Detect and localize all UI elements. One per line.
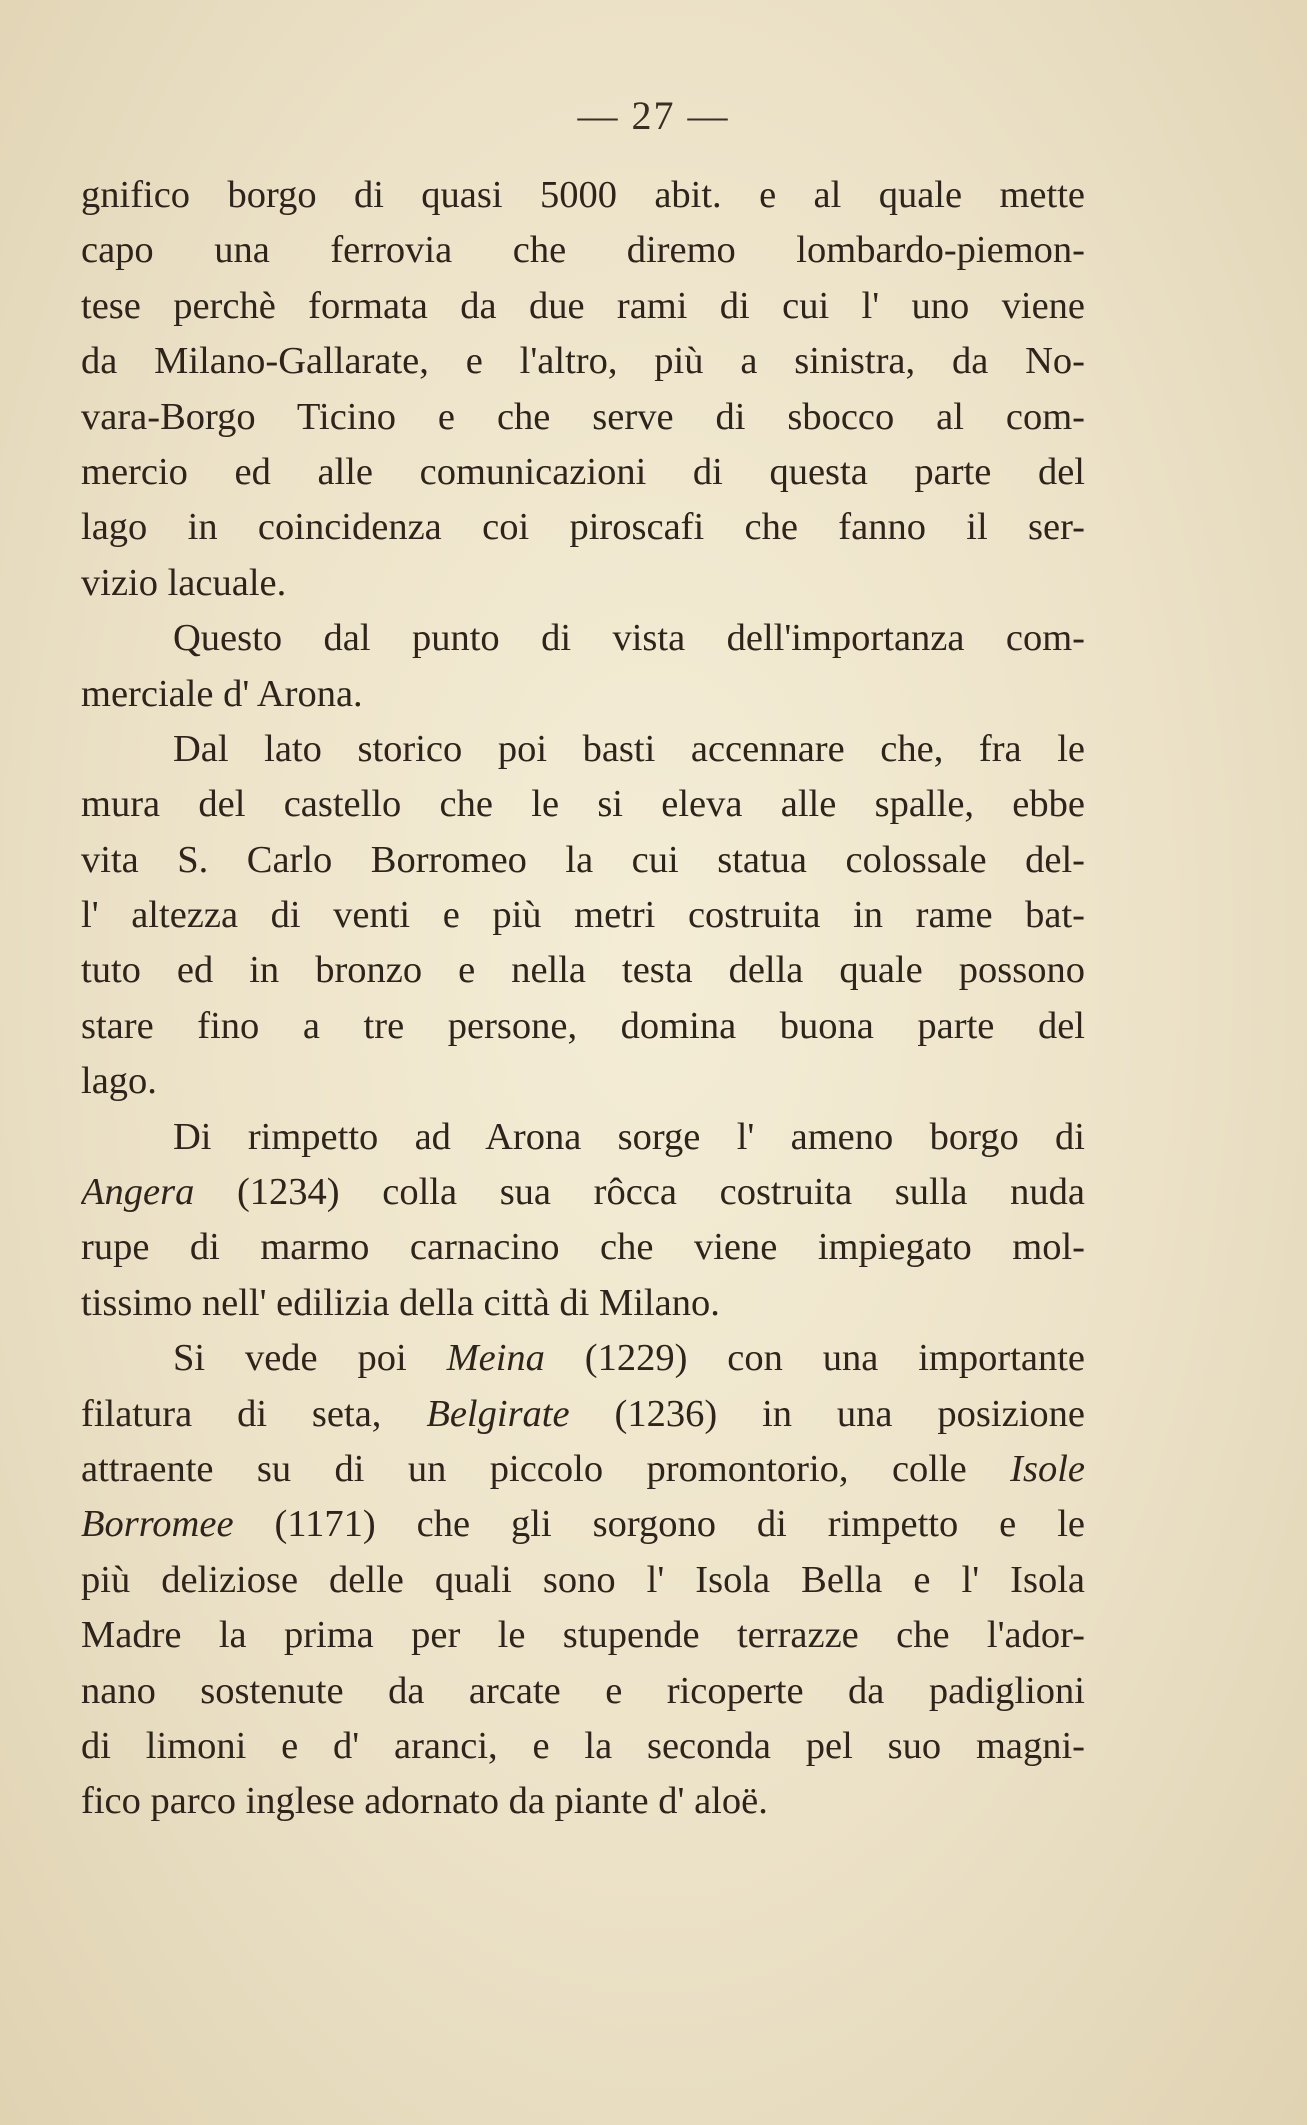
text-line bbox=[81, 1165, 1085, 1220]
text-line: vita S. Carlo Borromeo la cui statua colossale del- bbox=[81, 838, 1085, 881]
text-segment: (1236) in una posizione bbox=[569, 1392, 1085, 1435]
text-line: capo una ferrovia che diremo lombardo-piemon- bbox=[81, 229, 1085, 272]
text-segment: (1171) che gli sorgono di rimpetto e le bbox=[233, 1503, 1085, 1546]
place-name: Angera bbox=[81, 1171, 195, 1214]
text-line: lago. bbox=[81, 1060, 157, 1103]
page-number: — 27 — bbox=[577, 93, 730, 138]
text-line: tuto ed in bronzo e nella testa della quale possono bbox=[81, 949, 1085, 992]
text-line bbox=[81, 1331, 1085, 1386]
text-line: da Milano-Gallarate, e l'altro, più a sinistra, da No- bbox=[81, 340, 1085, 383]
text-line: rupe di marmo carnacino che viene impiegato mol- bbox=[81, 1226, 1085, 1269]
text-line: vizio lacuale. bbox=[81, 561, 287, 604]
body-text bbox=[81, 168, 1085, 1830]
text-line: mura del castello che le si eleva alle spalle, ebbe bbox=[81, 783, 1085, 826]
text-line: di limoni e d' aranci, e la seconda pel suo magni- bbox=[81, 1724, 1085, 1767]
place-name: Belgirate bbox=[426, 1392, 570, 1435]
text-line: gnifico borgo di quasi 5000 abit. e al quale mette bbox=[81, 174, 1085, 216]
text-segment: attraente su di un piccolo promontorio, colle bbox=[81, 1447, 1011, 1490]
text-line: Questo dal punto di vista dell'importanza com- bbox=[173, 617, 1085, 660]
text-line: fico parco inglese adornato da piante d' aloë. bbox=[81, 1780, 768, 1823]
text-line: nano sostenute da arcate e ricoperte da padiglioni bbox=[81, 1669, 1085, 1712]
text-segment: (1229) con una importante bbox=[544, 1337, 1085, 1380]
text-line: lago in coincidenza coi piroscafi che fanno il ser- bbox=[81, 506, 1085, 549]
place-name: Borromee bbox=[81, 1503, 234, 1546]
text-line bbox=[81, 1387, 1085, 1442]
text-line bbox=[81, 1442, 1085, 1497]
text-line: tissimo nell' edilizia della città di Milano. bbox=[81, 1281, 720, 1324]
text-line bbox=[81, 1497, 1085, 1552]
text-segment: (1234) colla sua rôcca costruita sulla nuda bbox=[194, 1171, 1085, 1214]
text-line: vara-Borgo Ticino e che serve di sbocco al com- bbox=[81, 395, 1085, 438]
text-line: stare fino a tre persone, domina buona parte del bbox=[81, 1004, 1085, 1047]
text-segment: Si vede poi bbox=[173, 1337, 447, 1380]
text-segment: filatura di seta, bbox=[81, 1392, 427, 1435]
text-line: tese perchè formata da due rami di cui l' uno viene bbox=[81, 284, 1085, 327]
text-line: Di rimpetto ad Arona sorge l' ameno borgo di bbox=[173, 1115, 1085, 1158]
text-line: mercio ed alle comunicazioni di questa parte del bbox=[81, 450, 1085, 493]
text-line: merciale d' Arona. bbox=[81, 672, 363, 715]
place-name: Meina bbox=[446, 1337, 545, 1380]
place-name: Isole bbox=[1010, 1447, 1085, 1490]
text-line: l' altezza di venti e più metri costruita in rame bat- bbox=[81, 894, 1085, 937]
text-line: più deliziose delle quali sono l' Isola Bella e l' Isola bbox=[81, 1558, 1085, 1601]
text-line: Dal lato storico poi basti accennare che, fra le bbox=[173, 727, 1085, 770]
text-line: Madre la prima per le stupende terrazze che l'ador- bbox=[81, 1614, 1085, 1657]
